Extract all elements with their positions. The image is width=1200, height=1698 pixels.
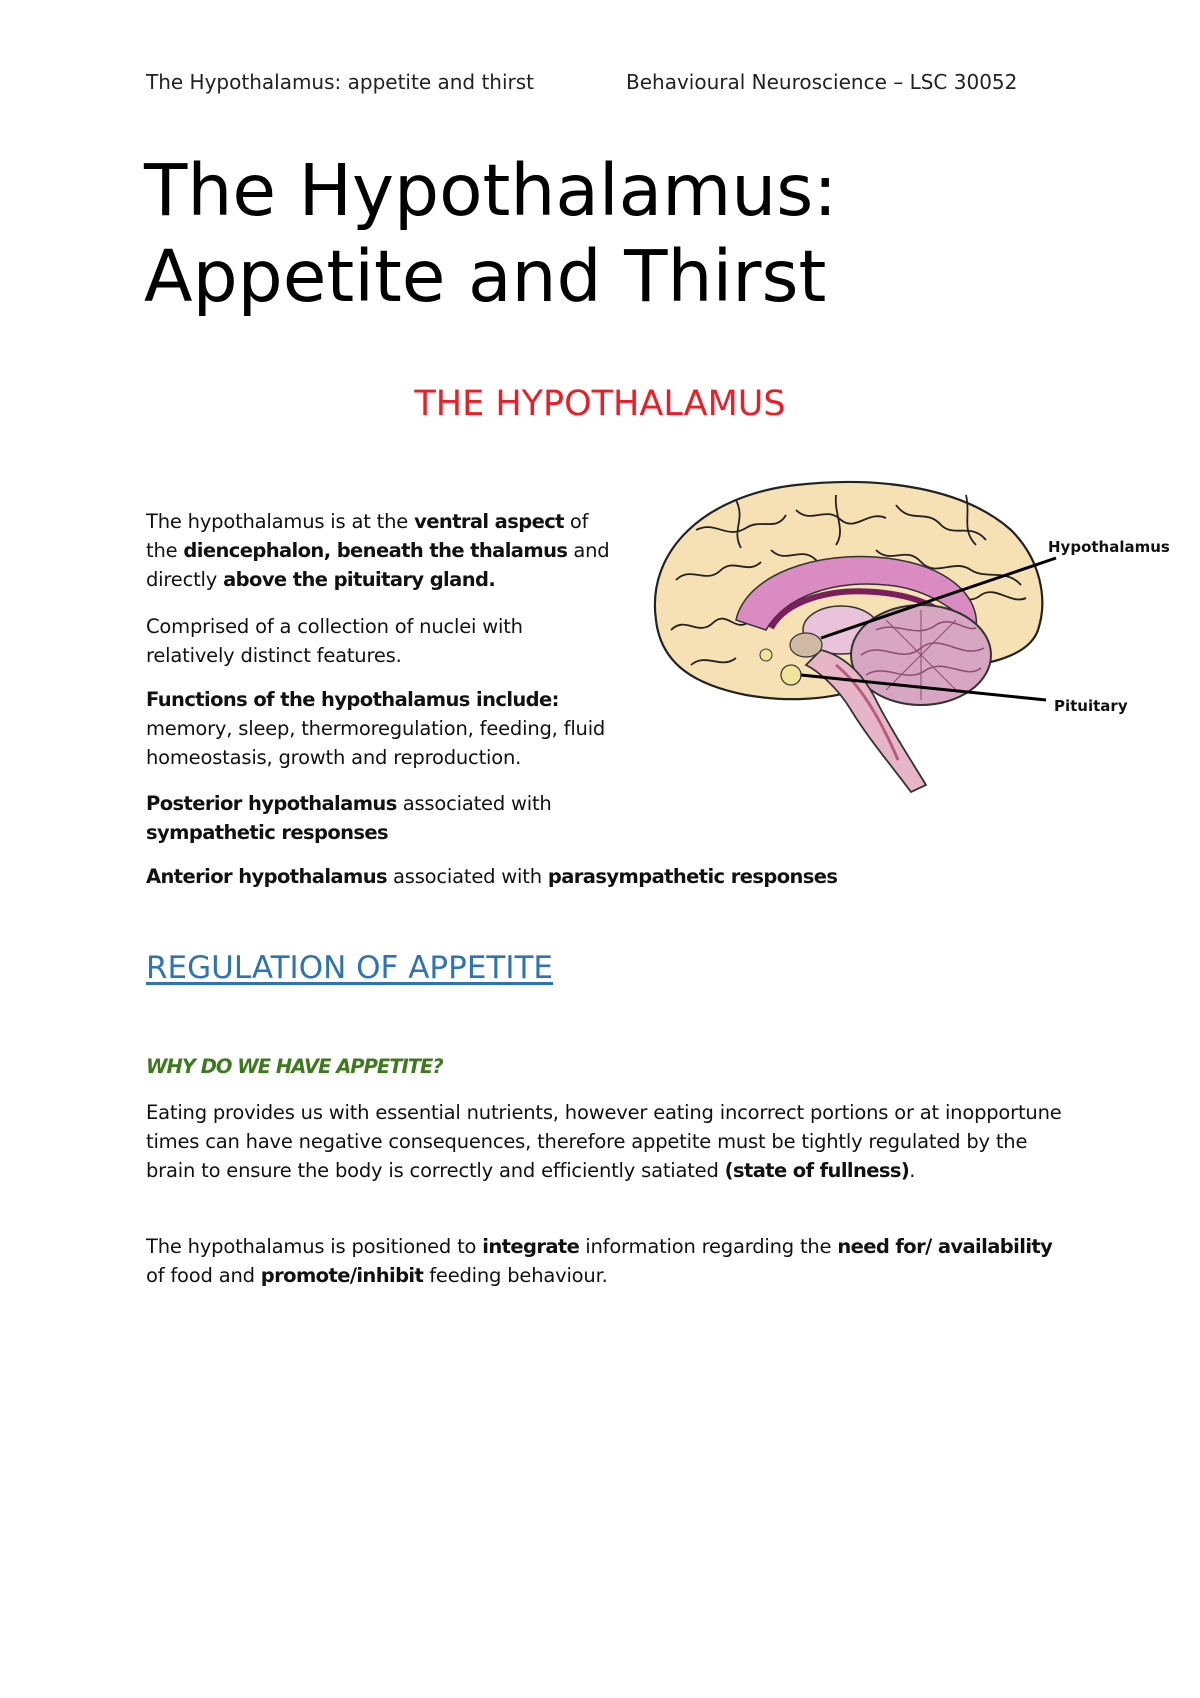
- bold-text: diencephalon, beneath the thalamus: [183, 539, 568, 562]
- paragraph-eating: [146, 1098, 1066, 1185]
- text: The hypothalamus is at the: [146, 510, 415, 533]
- text: associated with: [387, 865, 548, 888]
- brain-diagram: [636, 470, 1176, 800]
- paragraph-functions: [146, 685, 616, 772]
- bold-text: integrate: [482, 1235, 580, 1258]
- label-hypothalamus: Hypothalamus: [1048, 538, 1170, 556]
- paragraph-posterior: [146, 789, 616, 847]
- bold-text: parasympathetic responses: [547, 865, 838, 888]
- subheading-why-appetite: WHY DO WE HAVE APPETITE?: [146, 1055, 443, 1078]
- paragraph-location: [146, 507, 616, 594]
- title-line-2: Appetite and Thirst: [144, 235, 827, 318]
- text: associated with: [396, 792, 552, 815]
- bold-text: Functions of the hypothalamus include:: [146, 688, 559, 711]
- bold-text: need for/ availability: [837, 1235, 1053, 1258]
- text: and directly: [146, 539, 610, 591]
- bold-text: Posterior hypothalamus: [146, 792, 397, 815]
- bold-text: above the pituitary gland.: [223, 568, 496, 591]
- bold-text: Anterior hypothalamus: [146, 865, 387, 888]
- section-heading-appetite: REGULATION OF APPETITE: [146, 950, 554, 986]
- paragraph-anterior: [146, 862, 1046, 891]
- text: The hypothalamus is positioned to: [146, 1235, 483, 1258]
- bold-text: sympathetic responses: [146, 821, 389, 844]
- text: .: [909, 1159, 916, 1182]
- text: information regarding the: [579, 1235, 838, 1258]
- bold-text: ventral aspect: [414, 510, 564, 533]
- title-line-1: The Hypothalamus:: [144, 149, 838, 232]
- label-pituitary: Pituitary: [1054, 697, 1128, 715]
- text: feeding behaviour.: [423, 1264, 608, 1287]
- header-left-text: The Hypothalamus: appetite and thirst: [146, 70, 535, 94]
- text: memory, sleep, thermoregulation, feeding, fluid homeostasis, growth and reproduction.: [146, 717, 606, 769]
- hypothalamus-region: [790, 633, 822, 657]
- paragraph-integrate: [146, 1232, 1066, 1290]
- bold-text: promote/inhibit: [260, 1264, 424, 1287]
- text: of food and: [146, 1264, 261, 1287]
- text: of the: [146, 510, 589, 562]
- header-right-text: Behavioural Neuroscience – LSC 30052: [626, 70, 1018, 94]
- text: Eating provides us with essential nutrients, however eating incorrect portions or at inopportune times can have negative consequences, therefore appetite must be tightly regulated by the brain to ensure the body is correctly and efficiently satiated: [146, 1101, 1062, 1182]
- pituitary-gland: [781, 665, 801, 685]
- bold-text: (state of fullness): [724, 1159, 910, 1182]
- document-title: [144, 148, 837, 320]
- paragraph-nuclei: Comprised of a collection of nuclei with relatively distinct features.: [146, 615, 523, 667]
- running-header: [146, 70, 1066, 94]
- section-heading-hypothalamus: THE HYPOTHALAMUS: [414, 384, 786, 424]
